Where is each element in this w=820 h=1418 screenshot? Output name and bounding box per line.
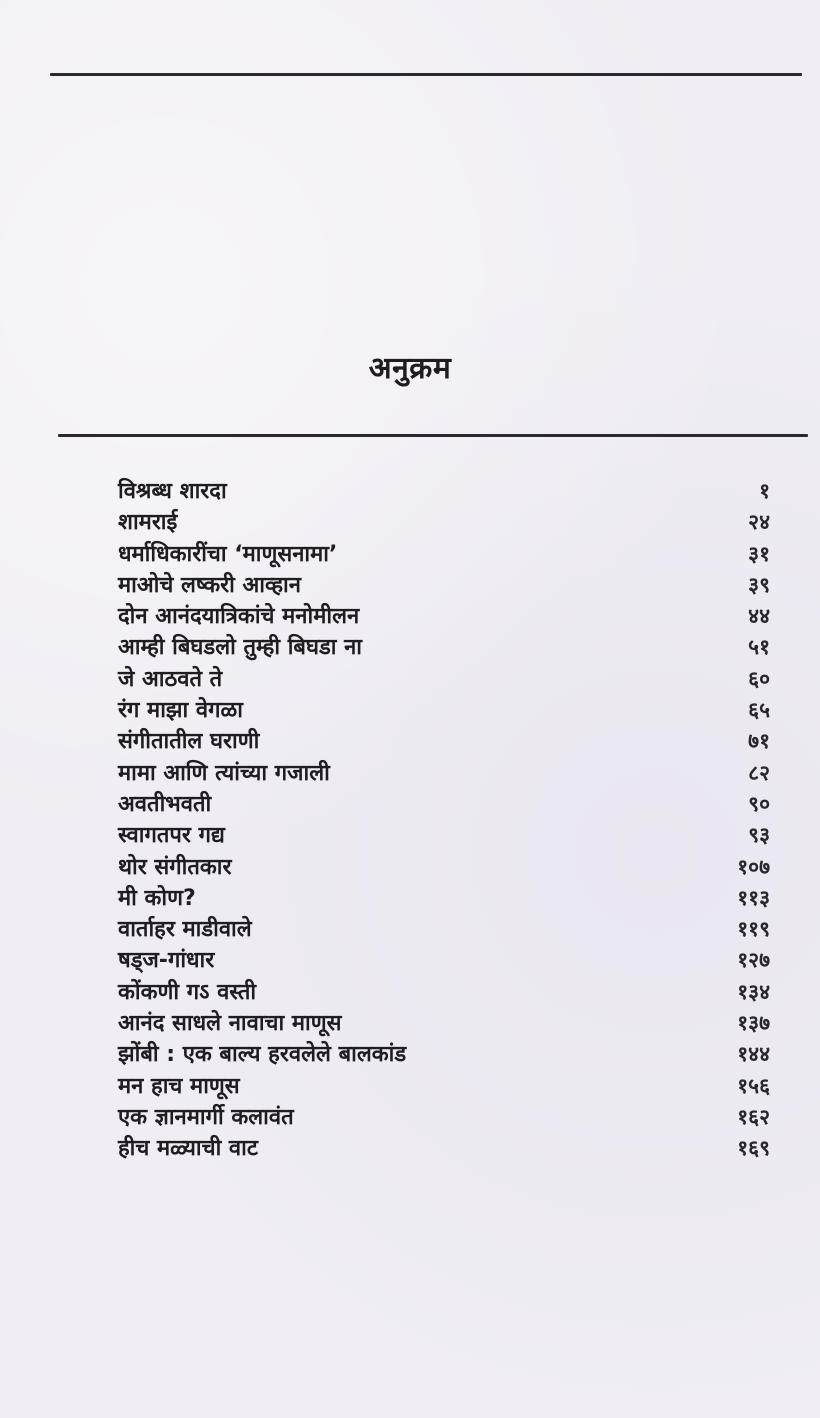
toc-entry: [118, 977, 770, 1008]
toc-entry-title: षड्ज-गांधार: [118, 948, 215, 974]
toc-entry: [118, 507, 770, 538]
toc-entry: [118, 758, 770, 789]
toc-entry-page: ११३: [737, 885, 770, 910]
table-of-contents: [118, 476, 770, 1165]
toc-entry-title: वार्ताहर माडीवाले: [118, 917, 252, 943]
heading-rule: [58, 434, 808, 437]
toc-entry-page: ९३: [748, 823, 770, 848]
toc-entry: [118, 1008, 770, 1039]
toc-entry-page: १४४: [737, 1042, 770, 1067]
toc-entry-title: दोन आनंदयात्रिकांचे मनोमीलन: [118, 604, 360, 630]
toc-entry-title: आनंद साधले नावाचा माणूस: [118, 1011, 342, 1037]
toc-entry-page: ११९: [737, 917, 770, 942]
toc-entry: [118, 726, 770, 757]
toc-entry-page: १५६: [737, 1073, 770, 1098]
toc-entry-title: धर्माधिकारींचा ‘माणूसनामा’: [118, 541, 338, 567]
toc-entry-title: विश्रब्ध शारदा: [118, 479, 227, 504]
toc-entry: [118, 664, 770, 695]
toc-entry: [118, 914, 770, 945]
toc-entry-page: ४४: [748, 604, 770, 629]
toc-entry-page: ७१: [748, 729, 770, 754]
toc-entry-title: रंग माझा वेगळा: [118, 698, 243, 724]
toc-entry: [118, 476, 770, 507]
toc-entry: [118, 1039, 770, 1070]
toc-entry: [118, 695, 770, 726]
toc-entry: [118, 1133, 770, 1164]
toc-entry-page: ९०: [748, 791, 770, 816]
toc-entry-title: हीच मळ्याची वाट: [118, 1136, 258, 1162]
toc-entry-title: मामा आणि त्यांच्या गजाली: [118, 760, 330, 786]
toc-entry-title: अवतीभवती: [118, 791, 212, 817]
toc-entry-page: १: [759, 479, 770, 503]
toc-entry: [118, 789, 770, 820]
toc-entry-page: १२७: [737, 948, 770, 973]
toc-entry-page: १०७: [737, 854, 770, 879]
toc-entry-page: ३९: [748, 572, 770, 597]
toc-entry: [118, 601, 770, 632]
toc-entry-title: संगीतातील घराणी: [118, 729, 260, 755]
toc-entry: [118, 820, 770, 851]
toc-entry-page: ५१: [748, 635, 770, 660]
toc-entry-page: ६५: [748, 698, 770, 723]
toc-entry: [118, 1071, 770, 1102]
toc-entry-title: जे आठवते ते: [118, 666, 223, 692]
toc-entry-title: कोंकणी गऽ वस्ती: [118, 979, 257, 1005]
toc-entry-page: १६२: [737, 1104, 770, 1129]
toc-entry-title: एक ज्ञानमार्गी कलावंत: [118, 1104, 294, 1130]
toc-entry: [118, 632, 770, 663]
toc-entry-page: १३४: [737, 979, 770, 1004]
toc-entry-title: माओचे लष्करी आव्हान: [118, 572, 301, 598]
toc-entry-title: शामराई: [118, 510, 178, 536]
toc-entry-page: १६९: [737, 1136, 770, 1161]
page-title: अनुक्रम: [368, 351, 452, 386]
toc-entry: [118, 883, 770, 914]
toc-entry: [118, 852, 770, 883]
toc-entry-title: झोंबी : एक बाल्य हरवलेले बालकांड: [118, 1042, 407, 1068]
toc-entry: [118, 539, 770, 570]
toc-entry: [118, 570, 770, 601]
toc-entry-page: ६०: [748, 666, 770, 691]
toc-entry: [118, 945, 770, 976]
toc-entry-title: मी कोण?: [118, 885, 196, 911]
toc-entry: [118, 1102, 770, 1133]
toc-entry-title: मन हाच माणूस: [118, 1073, 240, 1099]
toc-entry-title: थोर संगीतकार: [118, 854, 232, 880]
toc-entry-title: आम्ही बिघडलो तुम्ही बिघडा ना: [118, 635, 362, 661]
toc-entry-title: स्वागतपर गद्य: [118, 823, 225, 849]
toc-entry-page: ८२: [748, 760, 770, 785]
toc-entry-page: ३१: [748, 541, 770, 566]
toc-entry-page: १३७: [737, 1011, 770, 1036]
top-rule: [50, 73, 802, 76]
toc-entry-page: २४: [748, 510, 770, 535]
